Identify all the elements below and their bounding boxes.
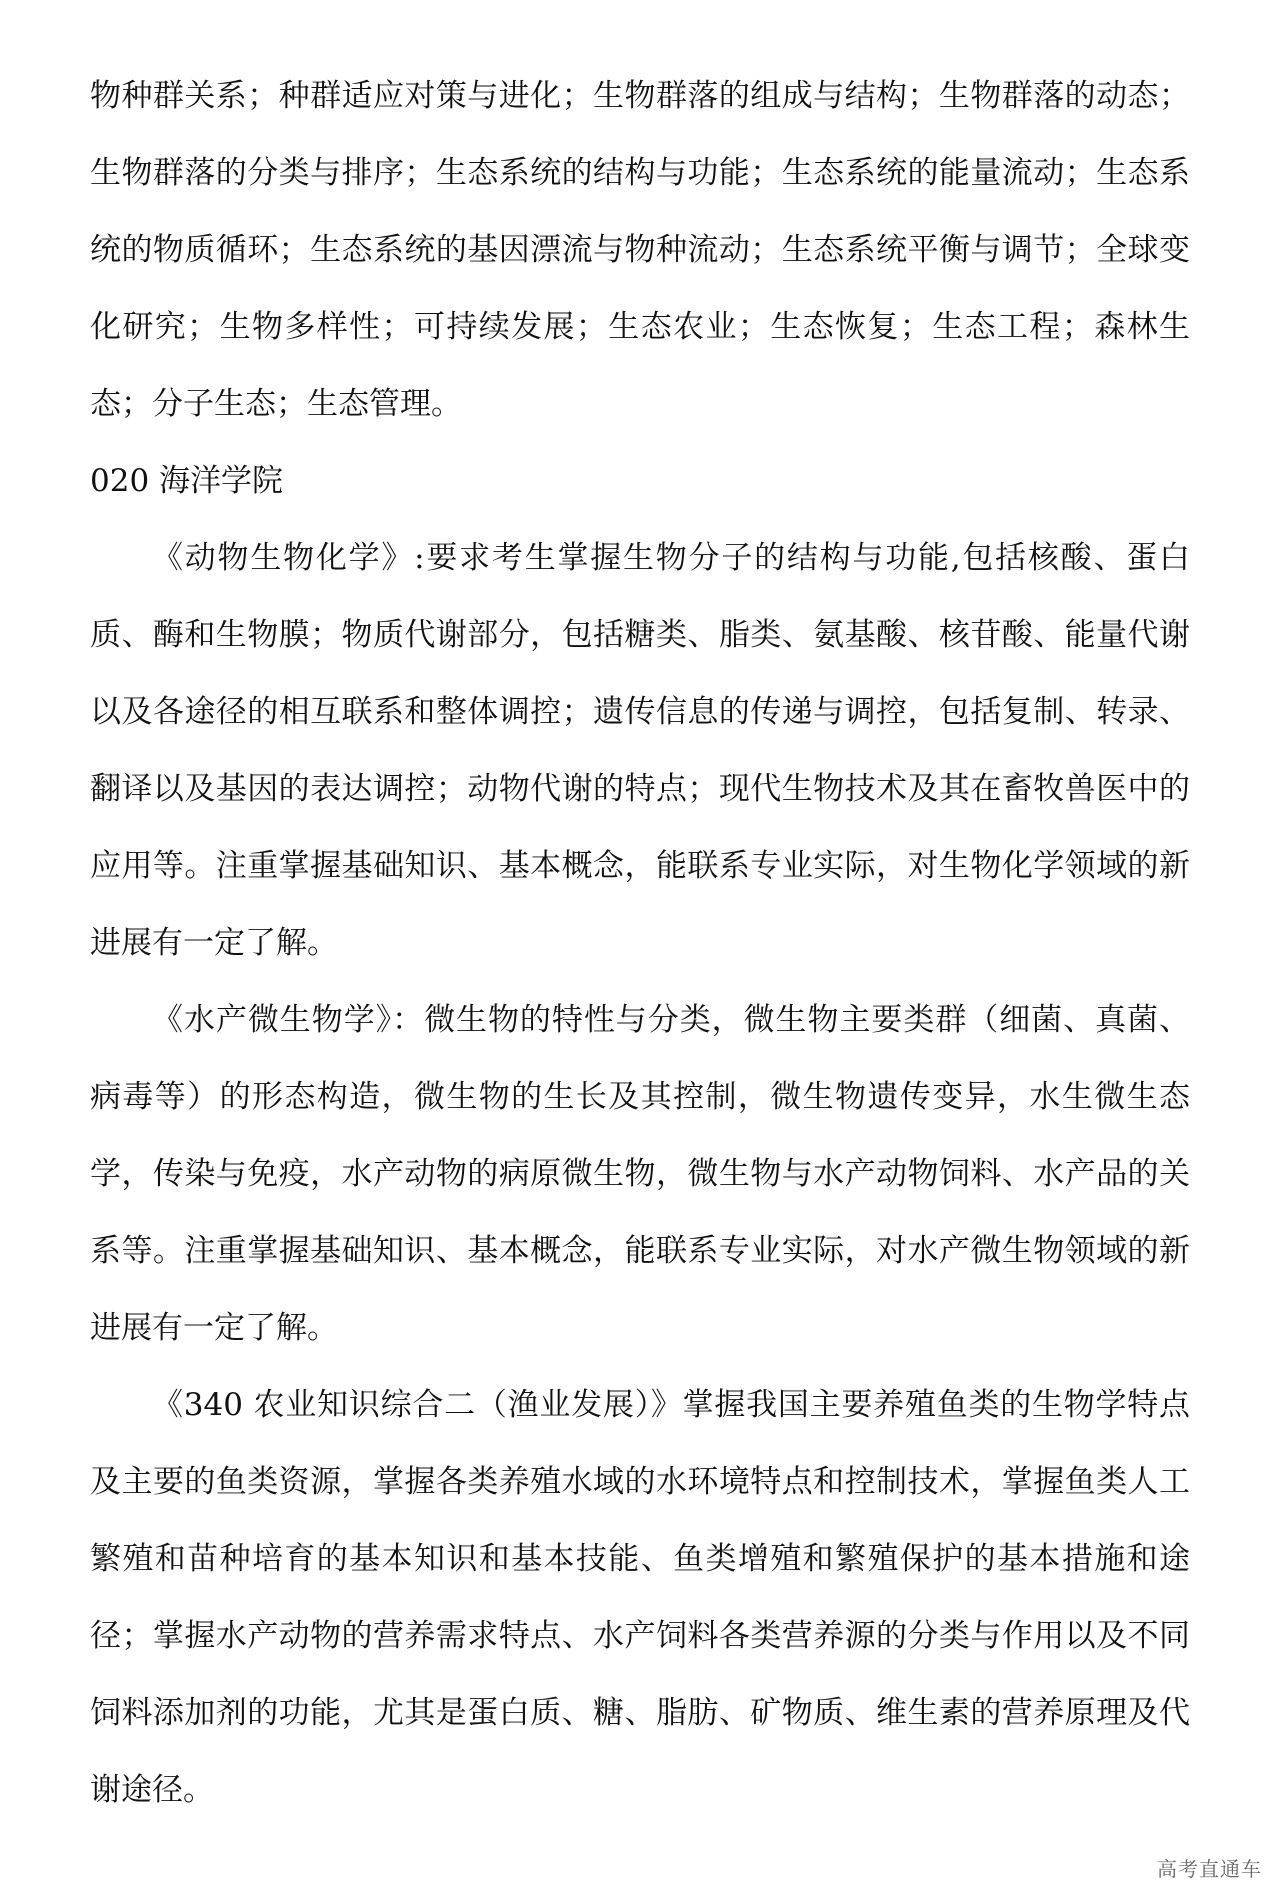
paragraph-ecology-topics: 物种群关系；种群适应对策与进化；生物群落的组成与结构；生物群落的动态；生物群落的分类与排序；生态系统的结构与功能；生态系统的能量流动；生态系统的物质循环；生态系统的基因漂流与物种流动；生态系统平衡与调节；全球变化研究；生物多样性；可持续发展；生态农业；生态恢复；生态工程；森林生态；分子生态；生态管理。 [90,78,1190,422]
paragraph-agri-knowledge-340: 《340 农业知识综合二（渔业发展）》掌握我国主要养殖鱼类的生物学特点及主要的鱼类资源，掌握各类养殖水域的水环境特点和控制技术，掌握鱼类人工繁殖和苗种培育的基本知识和基本技能、鱼类增殖和繁殖保护的基本措施和途径；掌握水产动物的营养需求特点、水产饲料各类营养源的分类与作用以及不同饲料添加剂的功能，尤其是蛋白质、糖、脂肪、矿物质、维生素的营养原理及代谢途径。 [90,1387,1190,1808]
paragraph-aquatic-microbiology: 《水产微生物学》：微生物的特性与分类，微生物主要类群（细菌、真菌、病毒等）的形态构造，微生物的生长及其控制，微生物遗传变异，水生微生态学，传染与免疫，水产动物的病原微生物，微生物与水产动物饲料、水产品的关系等。注重掌握基础知识、基本概念，能联系专业实际，对水产微生物领域的新进展有一定了解。 [90,1002,1190,1346]
watermark-text: 高考直通车 [1157,1857,1262,1881]
document-body [90,58,1190,1829]
paragraph-animal-biochemistry: 《动物生物化学》:要求考生掌握生物分子的结构与功能,包括核酸、蛋白质、酶和生物膜；物质代谢部分，包括糖类、脂类、氨基酸、核苷酸、能量代谢以及各途径的相互联系和整体调控；遗传信息的传递与调控，包括复制、转录、翻译以及基因的表达调控；动物代谢的特点；现代生物技术及其在畜牧兽医中的应用等。注重掌握基础知识、基本概念，能联系专业实际，对生物化学领域的新进展有一定了解。 [90,540,1190,961]
section-heading-marine-college: 020 海洋学院 [90,463,284,499]
document-page [90,58,1190,1829]
